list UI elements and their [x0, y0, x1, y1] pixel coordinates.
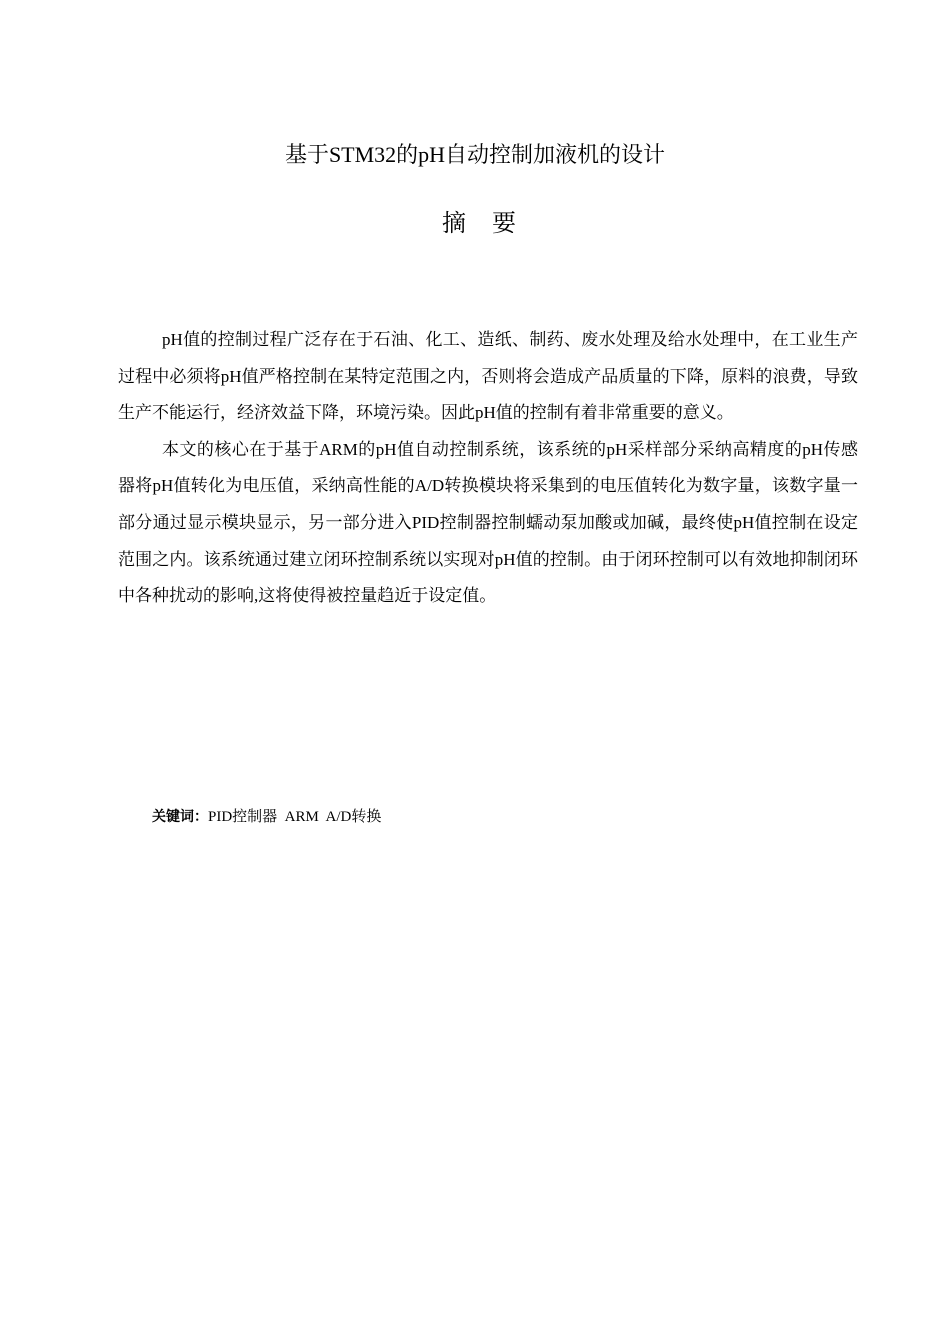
abstract-heading: 摘 要 [442, 211, 526, 237]
abstract-body [118, 322, 858, 615]
abstract-paragraph-1: pH值的控制过程广泛存在于石油、化工、造纸、制药、废水处理及给水处理中，在工业生产过程中必须将pH值严格控制在某特定范围之内，否则将会造成产品质量的下降，原料的浪费，导致生产不能运行，经济效益下降，环境污染。因此pH值的控制有着非常重要的意义。 [118, 330, 858, 423]
document-title: 基于STM32的pH自动控制加液机的设计 [284, 142, 666, 167]
abstract-paragraph-2: 本文的核心在于基于ARM的pH值自动控制系统，该系统的pH采样部分采纳高精度的pH传感器将pH值转化为电压值，采纳高性能的A/D转换模块将采集到的电压值转化为数字量，该数字量一部分通过显示模块显示，另一部分进入PID控制器控制蠕动泵加酸或加碱，最终使pH值控制在设定范围之内。该系统通过建立闭环控制系统以实现对pH值的控制。由于闭环控制可以有效地抑制闭环中各种扰动的影响,这将使得被控量趋近于设定值。 [118, 439, 858, 606]
keywords-label: 关键词： [152, 809, 208, 825]
keywords-value: PID控制器 ARM A/D转换 [208, 809, 382, 825]
keywords-line [152, 805, 381, 829]
